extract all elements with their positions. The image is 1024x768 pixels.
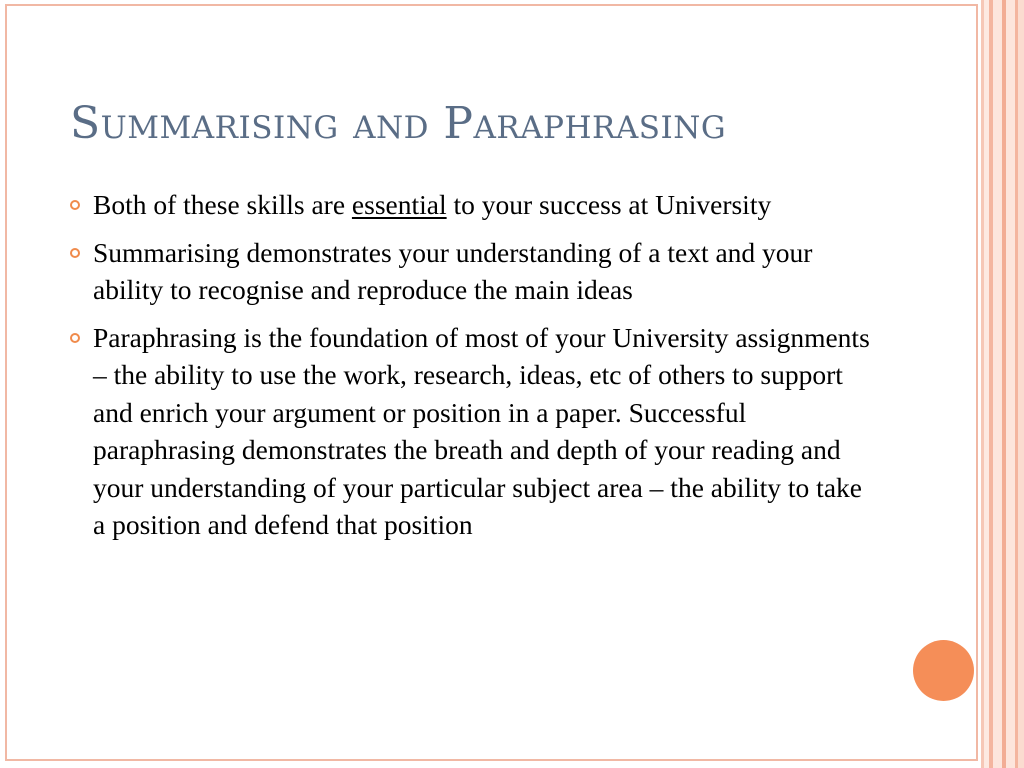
bullet-text-end: to your success at University	[446, 189, 772, 220]
bullet-text-start: Both of these skills are	[93, 189, 352, 220]
bullet-circle-icon	[70, 248, 80, 258]
decorative-stripe	[993, 0, 1002, 768]
bullet-text: Paraphrasing is the foundation of most of your University assignments – the ability to use the work, research, ideas, etc of others to support and enrich your argument or position in a paper. Successful paraphrasing demonstrates the breath and depth of your reading and your understanding of your particular subject area – the ability to take a position and defend that position	[93, 321, 870, 540]
decorative-stripe	[1018, 0, 1024, 768]
bullet-text: Summarising demonstrates your understanding of a text and your ability to recognise and reproduce the main ideas	[93, 236, 813, 305]
bullet-item	[70, 186, 870, 224]
orange-circle-accent	[913, 640, 974, 701]
bullet-list	[70, 186, 870, 554]
bullet-circle-icon	[70, 200, 80, 210]
slide-title: Summarising and Paraphrasing	[70, 98, 727, 149]
decorative-stripe	[1006, 0, 1015, 768]
bullet-item	[70, 234, 870, 309]
bullet-item	[70, 319, 870, 544]
emphasis-text: essential	[351, 189, 447, 220]
bullet-circle-icon	[70, 333, 80, 343]
